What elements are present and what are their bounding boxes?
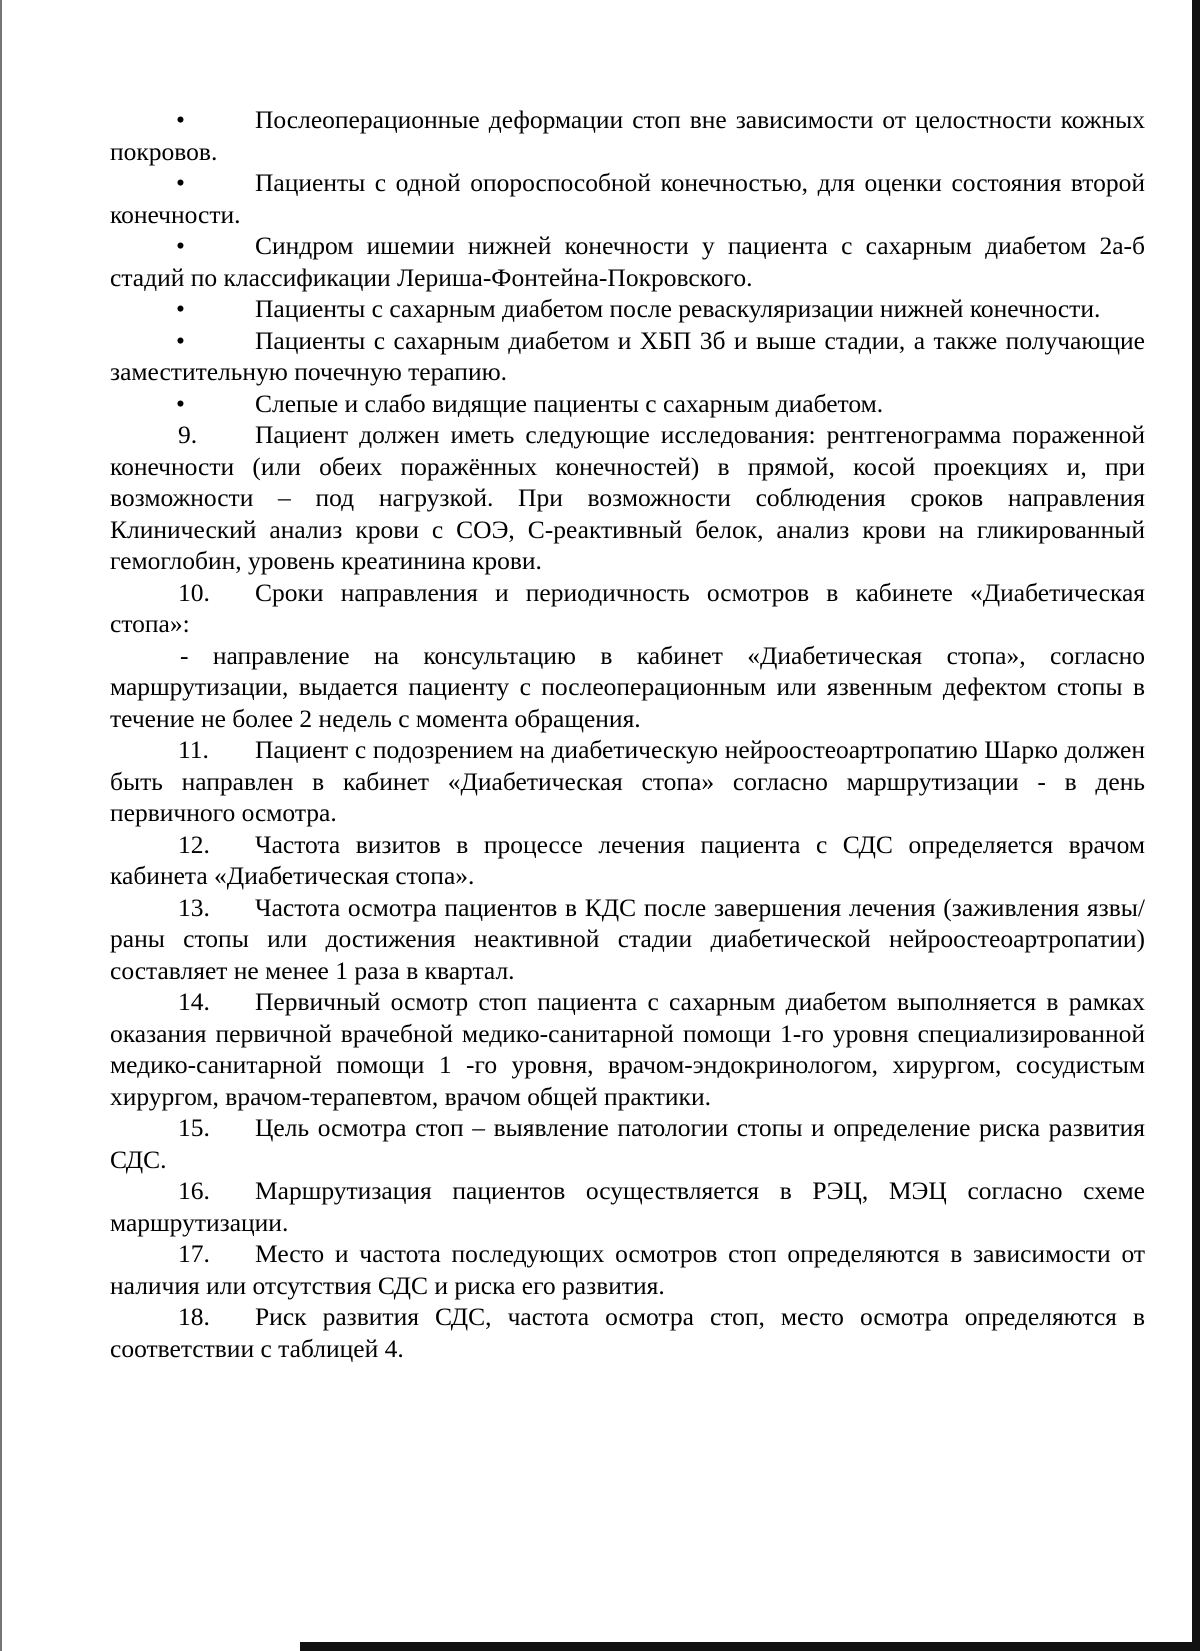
bullet-text: Слепые и слабо видящие пациенты с сахарным диабетом. (255, 388, 884, 418)
item-text: - направление на консультацию в кабинет «Диабетическая стопа», согласно маршрутизации, выдается пациенту с послеоперационным или язвенным дефектом стопы в течение не более 2 недель с момента обращения. (110, 640, 1145, 733)
bullet-text: Пациенты с одной опороспособной конечностью, для оценки состояния второй конечности. (110, 168, 1145, 229)
item-text: Частота осмотра пациентов в КДС после завершения лечения (заживления язвы/раны стопы или достижения неактивной стадии диабетической нейроостеоартропатии) составляет не менее 1 раза в квартал. (110, 892, 1145, 985)
bullet-item (110, 104, 1145, 167)
item-number: 18. (178, 1302, 210, 1331)
item-text: Пациент должен иметь следующие исследования: рентгенограмма пораженной конечности (или обеих поражённых конечностей) в прямой, косой проекциях и, при возможности – под нагрузкой. При возможности соблюдения сроков направления Клинический анализ крови с СОЭ, С-реактивный белок, анализ крови на гликированный гемоглобин, уровень креатинина крови. (110, 420, 1145, 575)
bullet-text: Пациенты с сахарным диабетом после реваскуляризации нижней конечности. (255, 294, 1101, 323)
item-number: 17. (178, 1239, 210, 1268)
item-number: 11. (178, 735, 209, 764)
item-text: Цель осмотра стоп – выявление патологии стопы и определение риска развития СДС. (110, 1113, 1145, 1174)
document-body (110, 104, 1145, 1364)
bullet-text: Послеоперационные деформации стоп вне зависимости от целостности кожных покровов. (110, 105, 1145, 166)
item-number: 10. (178, 577, 210, 607)
numbered-item-11 (110, 734, 1145, 829)
bullet-item (110, 230, 1145, 293)
numbered-item-15 (110, 1112, 1145, 1175)
numbered-item-14 (110, 986, 1145, 1112)
bullet-item (110, 293, 1145, 325)
bullet-icon: • (176, 294, 185, 323)
item-text: Частота визитов в процессе лечения пациента с СДС определяется врачом кабинета «Диабетическая стопа». (110, 829, 1145, 890)
numbered-item-9 (110, 419, 1145, 577)
numbered-item-10 (110, 577, 1145, 640)
scan-left-edge (0, 0, 2, 1651)
item-text: Место и частота последующих осмотров стоп определяются в зависимости от наличия или отсутствия СДС и риска его развития. (110, 1239, 1145, 1300)
item-text: Сроки направления и периодичность осмотров в кабинете «Диабетическая стопа»: (110, 577, 1145, 638)
bullet-icon: • (176, 168, 185, 197)
bullet-icon: • (176, 105, 185, 134)
item-number: 12. (178, 829, 210, 859)
dash-item (110, 640, 1145, 735)
item-number: 14. (178, 987, 210, 1016)
item-text: Маршрутизация пациентов осуществляется в РЭЦ, МЭЦ согласно схеме маршрутизации. (110, 1176, 1145, 1237)
bullet-icon: • (176, 388, 185, 418)
bullet-text: Синдром ишемии нижней конечности у пациента с сахарным диабетом 2а-б стадий по классификации Лериша-Фонтейна-Покровского. (110, 231, 1145, 292)
numbered-item-17 (110, 1238, 1145, 1301)
item-text: Риск развития СДС, частота осмотра стоп, место осмотра определяются в соответствии с таблицей 4. (110, 1302, 1145, 1363)
item-number: 9. (178, 420, 198, 449)
bullet-text: Пациенты с сахарным диабетом и ХБП 3б и выше стадии, а также получающие заместительную почечную терапию. (110, 325, 1145, 386)
item-text: Пациент с подозрением на диабетическую нейроостеоартропатию Шарко должен быть направлен в кабинет «Диабетическая стопа» согласно маршрутизации - в день первичного осмотра. (110, 735, 1145, 827)
scan-bottom-edge (300, 1642, 1200, 1651)
bullet-item (110, 325, 1145, 388)
numbered-item-13 (110, 892, 1145, 987)
item-number: 13. (178, 892, 210, 922)
numbered-item-12 (110, 829, 1145, 892)
bullet-item (110, 388, 1145, 420)
item-number: 15. (178, 1113, 210, 1142)
bullet-icon: • (176, 325, 185, 355)
numbered-item-18 (110, 1301, 1145, 1364)
bullet-item (110, 167, 1145, 230)
item-number: 16. (178, 1176, 210, 1205)
scan-right-edge (1192, 0, 1200, 1651)
numbered-item-16 (110, 1175, 1145, 1238)
bullet-icon: • (176, 231, 185, 260)
item-text: Первичный осмотр стоп пациента с сахарным диабетом выполняется в рамках оказания первичной врачебной медико-санитарной помощи 1-го уровня специализированной медико-санитарной помощи 1 -го уровня, врачом-эндокринологом, хирургом, сосудистым хирургом, врачом-терапевтом, врачом общей практики. (110, 987, 1145, 1111)
